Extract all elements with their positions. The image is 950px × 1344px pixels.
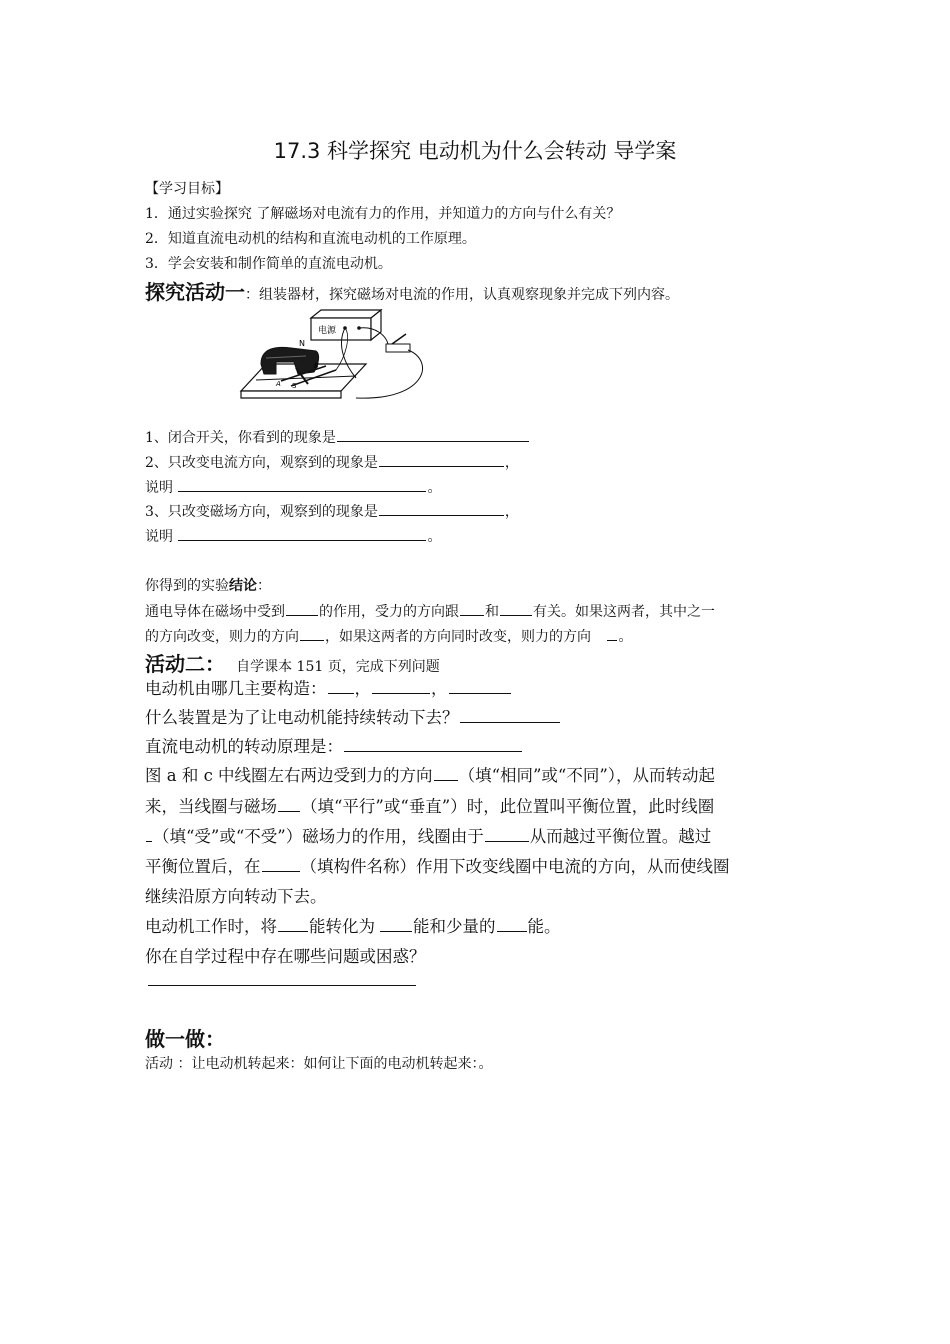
a2q1-blank-1[interactable] xyxy=(328,678,354,694)
a2q3-text: 直流电动机的转动原理是： xyxy=(145,737,343,756)
label-s: S xyxy=(292,382,297,390)
p1a: 图 a 和 c 中线圈左右两边受到力的方向 xyxy=(145,766,433,785)
principle-line-3 xyxy=(145,823,711,847)
q3-explain-blank[interactable] xyxy=(178,525,426,541)
activity1-intro: ：组装器材，探究磁场对电流的作用，认真观察现象并完成下列内容。 xyxy=(245,287,679,303)
objective-item-3: 3．学会安装和制作简单的直流电动机。 xyxy=(145,256,392,272)
p2a: 来，当线圈与磁场 xyxy=(145,797,277,816)
activity2-q1 xyxy=(145,675,512,699)
q2-comma: ， xyxy=(504,455,519,471)
page-title: 17.3 科学探究 电动机为什么会转动 导学案 xyxy=(273,139,677,163)
activity1-q3 xyxy=(145,500,519,521)
label-a: A xyxy=(276,380,281,388)
p1b: （填“相同”或“不同”），从而转动起 xyxy=(458,766,716,785)
doit-text: 活动 ：让电动机转起来：如何让下面的电动机转起来：。 xyxy=(145,1056,493,1072)
p2b: （填“平行”或“垂直”）时，此位置叫平衡位置，此时线圈 xyxy=(301,797,715,816)
q3-explain-period: 。 xyxy=(427,529,442,545)
c1-blank-3[interactable] xyxy=(500,600,532,616)
activity2-header xyxy=(145,648,440,677)
energy-line xyxy=(145,913,561,937)
q1-blank[interactable] xyxy=(337,426,529,442)
c2a: 的方向改变，则力的方向 xyxy=(145,629,299,645)
label-b: B xyxy=(314,362,319,370)
activity1-heading: 探究活动一 xyxy=(145,280,245,304)
a2q2-text: 什么装置是为了让电动机能持续转动下去？ xyxy=(145,708,459,727)
activity2-q2 xyxy=(145,704,561,728)
c2-blank-2[interactable] xyxy=(607,625,617,641)
q2-blank[interactable] xyxy=(379,451,504,467)
p1-blank[interactable] xyxy=(434,765,458,781)
p4b: （填构件名称）作用下改变线圈中电流的方向，从而使线圈 xyxy=(300,857,730,876)
c1a: 通电导体在磁场中受到 xyxy=(145,604,285,620)
a2q2-blank[interactable] xyxy=(460,707,560,723)
conclusion-heading xyxy=(145,575,271,595)
conclusion-prefix: 你得到的实验 xyxy=(145,578,229,594)
a2q1-sep-2: ， xyxy=(431,679,448,698)
q3-explain-label: 说明 xyxy=(145,529,173,545)
a2q3-blank[interactable] xyxy=(344,736,522,752)
activity1-q3-explain xyxy=(145,525,441,546)
q2-explain-blank[interactable] xyxy=(178,476,426,492)
q1-text: 1、闭合开关，你看到的现象是 xyxy=(145,430,336,446)
c1-blank-2[interactable] xyxy=(460,600,484,616)
q2-explain-period: 。 xyxy=(427,480,442,496)
q3-blank[interactable] xyxy=(379,500,504,516)
activity1-q1 xyxy=(145,426,530,447)
principle-line-4 xyxy=(145,853,730,877)
principle-line-5: 继续沿原方向转动下去。 xyxy=(145,887,327,906)
c1-blank-1[interactable] xyxy=(286,600,318,616)
question-line: 你在自学过程中存在哪些问题或困惑？ xyxy=(145,947,426,966)
objective-item-2: 2．知道直流电动机的结构和直流电动机的工作原理。 xyxy=(145,231,476,247)
conclusion-bold: 结论 xyxy=(229,578,257,594)
p6-blank-1[interactable] xyxy=(278,916,308,932)
a2q1-sep-1: ， xyxy=(354,679,371,698)
question-answer-blank[interactable] xyxy=(148,985,416,986)
p4-blank[interactable] xyxy=(262,856,300,872)
principle-line-1 xyxy=(145,762,715,786)
a2q1-blank-2[interactable] xyxy=(372,678,430,694)
p3a: （填“受”或“不受”）磁场力的作用，线圈由于 xyxy=(153,827,484,846)
activity2-q3 xyxy=(145,733,523,757)
activity1-q2-explain xyxy=(145,476,441,497)
conclusion-colon: ： xyxy=(257,578,271,594)
c2c: 。 xyxy=(618,629,633,645)
conclusion-line-1 xyxy=(145,600,715,621)
p6-blank-2[interactable] xyxy=(380,916,412,932)
label-n: N xyxy=(299,339,305,348)
a2q1-text: 电动机由哪几主要构造： xyxy=(145,679,327,698)
p6d: 能。 xyxy=(527,917,561,936)
p6a: 电动机工作时，将 xyxy=(145,917,277,936)
c2b: ，如果这两者的方向同时改变，则力的方向 xyxy=(325,629,591,645)
p4a: 平衡位置后，在 xyxy=(145,857,261,876)
a2q1-blank-3[interactable] xyxy=(449,678,511,694)
conclusion-line-2 xyxy=(145,625,632,646)
p3-blank-1[interactable] xyxy=(146,826,152,842)
c2-blank-1[interactable] xyxy=(300,625,324,641)
apparatus-figure xyxy=(236,306,461,406)
activity1-header xyxy=(145,276,679,305)
activity2-heading: 活动二： xyxy=(145,652,225,676)
p6c: 能和少量的 xyxy=(413,917,496,936)
q3-text: 3、只改变磁场方向，观察到的现象是 xyxy=(145,504,378,520)
objective-item-1: 1．通过实验探究 了解磁场对电流有力的作用，并知道力的方向与什么有关？ xyxy=(145,206,621,222)
p3-blank-2[interactable] xyxy=(485,826,529,842)
p6b: 能转化为 xyxy=(309,917,375,936)
c1c: 和 xyxy=(485,604,499,620)
q3-comma: ， xyxy=(504,504,519,520)
doit-heading: 做一做： xyxy=(145,1027,225,1051)
activity2-intro: 自学课本 151 页，完成下列问题 xyxy=(236,659,440,675)
p3b: 从而越过平衡位置。越过 xyxy=(529,827,712,846)
c1b: 的作用，受力的方向跟 xyxy=(319,604,459,620)
p6-blank-3[interactable] xyxy=(497,916,527,932)
objectives-heading: 【学习目标】 xyxy=(145,181,229,197)
c1d: 有关。如果这两者，其中之一 xyxy=(533,604,715,620)
p2-blank[interactable] xyxy=(278,796,300,812)
principle-line-2 xyxy=(145,793,714,817)
q2-explain-label: 说明 xyxy=(145,480,173,496)
label-power: 电源 xyxy=(318,326,337,336)
q2-text: 2、只改变电流方向，观察到的现象是 xyxy=(145,455,378,471)
activity1-q2 xyxy=(145,451,519,472)
